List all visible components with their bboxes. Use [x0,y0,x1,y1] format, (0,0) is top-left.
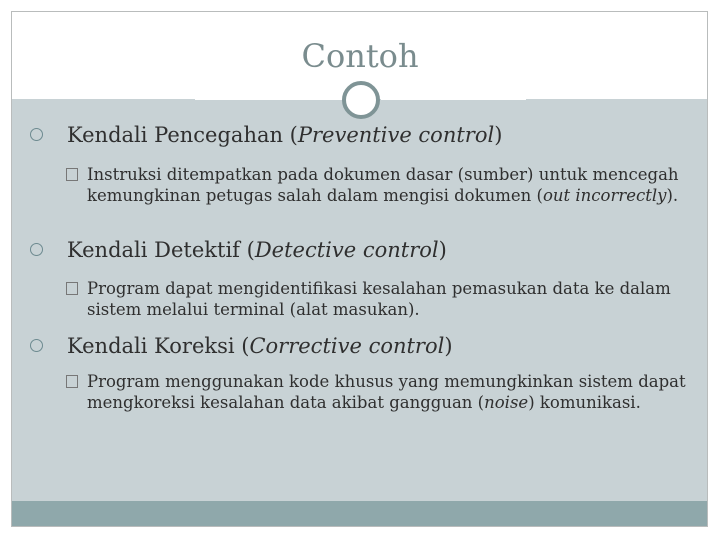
circle-bullet-icon [30,339,43,352]
square-bullet-icon [66,168,78,181]
square-bullet-icon [66,375,78,388]
title-divider-left [195,98,345,100]
title-divider-right [381,98,526,100]
slide-title: Contoh [301,37,419,75]
sub-bullet-preventive [66,164,686,206]
bullet-heading: Kendali Detektif (Detective control) [67,238,447,262]
square-bullet-icon [66,282,78,295]
bullet-heading: Kendali Koreksi (Corrective control) [67,334,453,358]
circle-bullet-icon [30,243,43,256]
sub-bullet-text: Instruksi ditempatkan pada dokumen dasar (sumber) untuk mencegah kemungkinan petugas salah dalam mengisi dokumen (out incorrectly). [87,165,679,205]
sub-bullet-text: Program menggunakan kode khusus yang memungkinkan sistem dapat mengkoreksi kesalahan data akibat gangguan (noise) komunikasi. [87,372,686,412]
circle-ornament-icon [342,81,380,119]
bullet-heading: Kendali Pencegahan (Preventive control) [67,123,503,147]
footer-bar [12,501,707,526]
sub-bullet-text: Program dapat mengidentifikasi kesalahan pemasukan data ke dalam sistem melalui terminal (alat masukan). [87,279,671,319]
sub-bullet-corrective [66,371,686,413]
sub-bullet-detective [66,278,686,320]
circle-bullet-icon [30,128,43,141]
